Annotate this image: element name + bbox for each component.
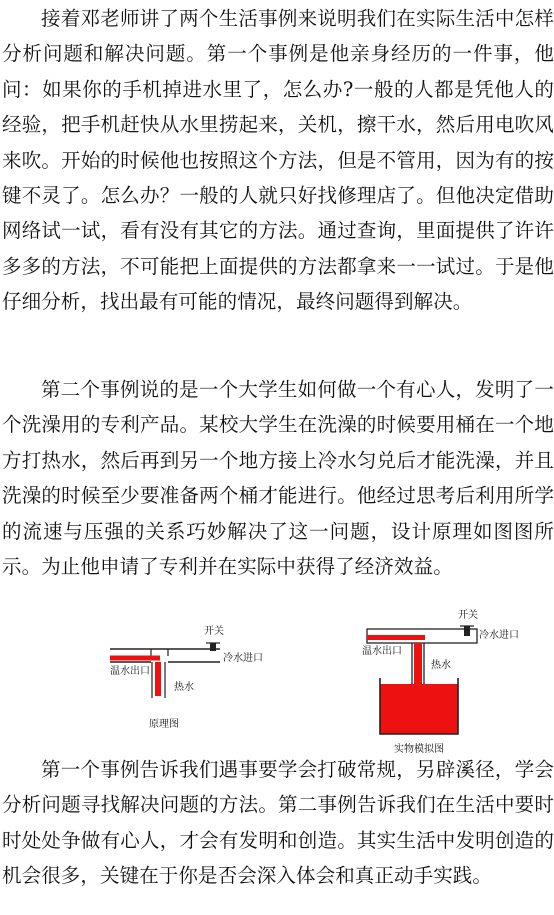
model-diagram-svg bbox=[356, 610, 546, 756]
model-warm-outlet-label: 温水出口 bbox=[362, 646, 402, 657]
paragraph-example-one: 接着邓老师讲了两个生活事例来说明我们在实际生活中怎样分析问题和解决问题。第一个事例是他亲身经历的一件事，他问：如果你的手机掉进水里了，怎么办?一般的人都是凭他人的经验，把手机赶快从水里捞起来，关机，擦干水，然后用电吹风来吹。开始的时候他也按照这个方法，但是不管用，因为有的按键不灵了。怎么办？一般的人就只好找修理店了。但他决定借助网络试一试，看有没有其它的方法。通过查询，里面提供了许许多多的方法，不可能把上面提供的方法都拿来一一试过。于是他仔细分析，找出最有可能的情况，最终问题得到解决。 bbox=[2, 7, 554, 314]
model-cold-inlet-label: 冷水进口 bbox=[479, 630, 519, 641]
model-warm-water-flow bbox=[367, 635, 425, 640]
principle-caption: 原理图 bbox=[149, 719, 179, 730]
model-diagram bbox=[356, 610, 546, 756]
warm-water-flow bbox=[110, 656, 160, 661]
principle-diagram-svg bbox=[96, 628, 296, 738]
switch-label: 开关 bbox=[204, 626, 224, 637]
switch-valve bbox=[210, 643, 216, 651]
paragraph-conclusion: 第一个事例告诉我们遇事要学会打破常规，另辟溪径，学会分析问题寻找解决问题的方法。第二事例告诉我们在生活中要时时处处争做有心人，才会有发明和创造。其实生活中发明创造的机会很多，关键在于你是否会深入体会和真正动手实践。 bbox=[2, 758, 554, 888]
model-switch-label: 开关 bbox=[458, 610, 478, 621]
model-switch-valve bbox=[464, 626, 470, 636]
principle-diagram bbox=[96, 628, 296, 738]
cold-inlet-label: 冷水进口 bbox=[223, 653, 263, 664]
hot-water-label: 热水 bbox=[174, 682, 194, 693]
hot-water-tank-fill bbox=[380, 684, 458, 734]
model-hot-water-label: 热水 bbox=[431, 660, 451, 671]
warm-outlet-label: 温水出口 bbox=[110, 666, 150, 677]
paragraph-example-two: 第二个事例说的是一个大学生如何做一个有心人，发明了一个洗澡用的专利产品。某校大学生在洗澡的时候要用桶在一个地方打热水，然后再到另一个地方接上冷水匀兑后才能洗澡，并且洗澡的时候至少要准备两个桶才能进行。他经过思考后利用所学的流速与压强的关系巧妙解决了这一问题，设计原理如图图所示。为止他申请了专利并在实际中获得了经济效益。 bbox=[2, 378, 554, 579]
model-caption: 实物模拟图 bbox=[394, 744, 444, 755]
hot-water-column bbox=[155, 662, 161, 696]
